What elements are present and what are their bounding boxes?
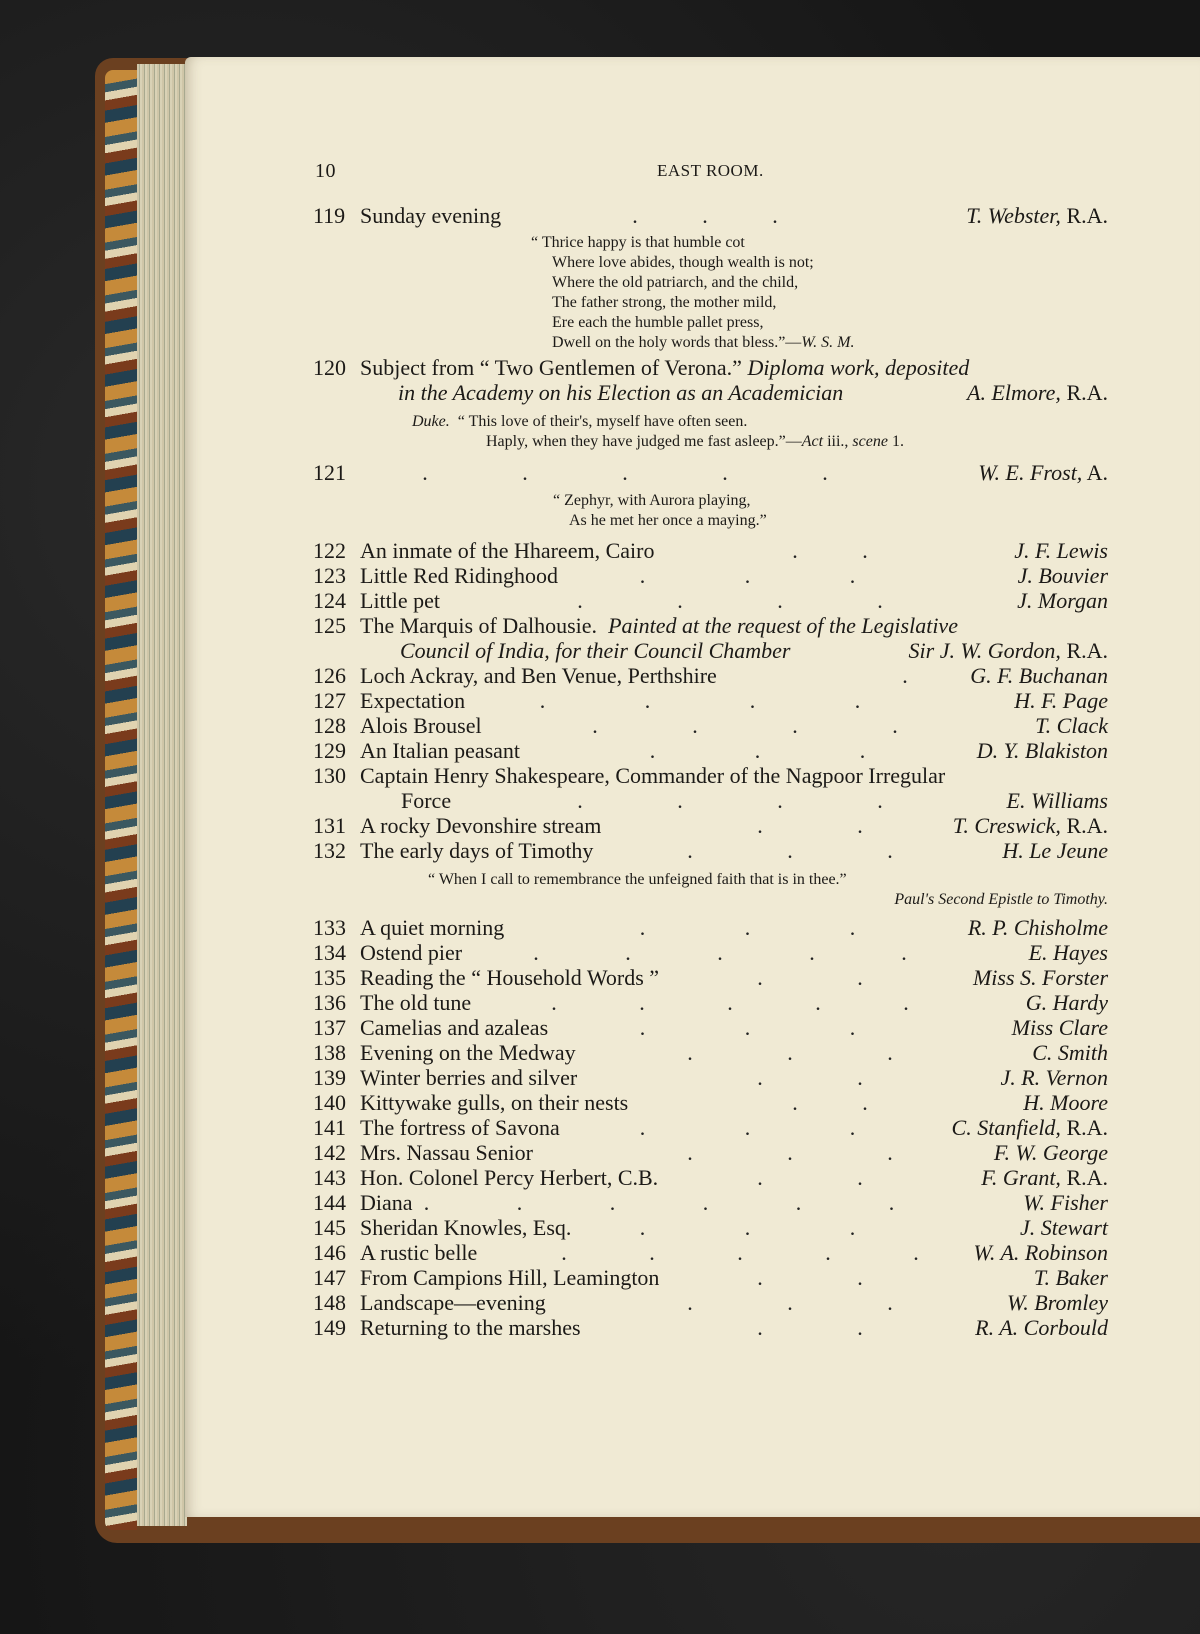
entry-127 bbox=[0, 688, 1200, 714]
entry-number: 147 bbox=[313, 1265, 346, 1290]
running-head: EAST ROOM. bbox=[657, 161, 764, 180]
entry-124 bbox=[0, 588, 1200, 614]
entry-number: 121 bbox=[313, 460, 346, 485]
page-number: 10 bbox=[315, 160, 336, 182]
entry-129 bbox=[0, 738, 1200, 764]
entry-137 bbox=[0, 1015, 1200, 1041]
entry-number: 141 bbox=[313, 1115, 346, 1140]
entry-146 bbox=[0, 1240, 1200, 1266]
leader-dots: . . . . . bbox=[551, 990, 909, 1015]
leader-dots: . . bbox=[757, 965, 863, 990]
entry-number: 131 bbox=[313, 813, 346, 838]
entry-artist: W. A. Robinson bbox=[973, 1240, 1108, 1265]
quote-line: Where love abides, though wealth is not; bbox=[552, 254, 814, 271]
entry-title: Alois Brousel bbox=[360, 713, 482, 738]
quote-line: Haply, when they have judged me fast asleep.”— bbox=[486, 433, 802, 450]
entry-title: Kittywake gulls, on their nests bbox=[360, 1090, 629, 1115]
entry-number: 124 bbox=[313, 588, 346, 613]
entry-number: 135 bbox=[313, 965, 346, 990]
leader-dots: . . . bbox=[687, 1040, 893, 1065]
entry-130-cont bbox=[0, 788, 1200, 814]
leader-dots: . . . bbox=[632, 203, 778, 228]
leader-dots: . . bbox=[757, 1165, 863, 1190]
entry-134 bbox=[0, 940, 1200, 966]
entry-artist: T. Baker bbox=[1033, 1265, 1108, 1290]
entry-144 bbox=[0, 1190, 1200, 1216]
entry-artist: C. Stanfield, R.A. bbox=[951, 1115, 1108, 1140]
entry-number: 125 bbox=[313, 613, 346, 638]
entry-139 bbox=[0, 1065, 1200, 1091]
quote-120 bbox=[412, 412, 747, 432]
entry-artist: F. W. George bbox=[993, 1140, 1108, 1165]
entry-136 bbox=[0, 990, 1200, 1016]
leader-dots: . . . . bbox=[592, 713, 898, 738]
entry-title: Little Red Ridinghood bbox=[360, 563, 558, 588]
entry-148 bbox=[0, 1290, 1200, 1316]
entry-number: 126 bbox=[313, 663, 346, 688]
entry-number: 134 bbox=[313, 940, 346, 965]
entry-title: From Campions Hill, Leamington bbox=[360, 1265, 660, 1290]
leader-dots: . . . bbox=[687, 1140, 893, 1165]
entry-artist: J. F. Lewis bbox=[1014, 538, 1108, 563]
quote-line: As he met her once a maying.” bbox=[569, 512, 767, 529]
entry-title: Hon. Colonel Percy Herbert, C.B. bbox=[360, 1165, 659, 1190]
quote-line: Ere each the humble pallet press, bbox=[552, 314, 764, 331]
entry-title: A rocky Devonshire stream bbox=[360, 813, 602, 838]
leader-dots: . . . . . bbox=[533, 940, 907, 965]
entry-123 bbox=[0, 563, 1200, 589]
entry-130 bbox=[0, 763, 1200, 789]
leader-dots: . . . . . bbox=[422, 460, 828, 485]
quote-line: “ Thrice happy is that humble cot bbox=[531, 234, 745, 251]
entry-title: The Marquis of Dalhousie. bbox=[360, 613, 598, 638]
entry-artist: F. Grant, R.A. bbox=[981, 1165, 1108, 1190]
entry-title: Ostend pier bbox=[360, 940, 463, 965]
entry-title: Sheridan Knowles, Esq. bbox=[360, 1215, 572, 1240]
entry-number: 143 bbox=[313, 1165, 346, 1190]
entry-artist: A. Elmore, R.A. bbox=[967, 380, 1108, 405]
entry-title: The fortress of Savona bbox=[360, 1115, 560, 1140]
entry-number: 128 bbox=[313, 713, 346, 738]
entry-number: 133 bbox=[313, 915, 346, 940]
quote-120-line2: Haply, when they have judged me fast asleep.”—Act iii., scene 1. bbox=[486, 433, 904, 450]
entry-140 bbox=[0, 1090, 1200, 1116]
entry-title: An Italian peasant bbox=[360, 738, 521, 763]
entry-number: 148 bbox=[313, 1290, 346, 1315]
entry-title: Landscape—evening bbox=[360, 1290, 546, 1315]
leader-dots: . . . bbox=[639, 1215, 856, 1240]
entry-number: 130 bbox=[313, 763, 346, 788]
leader-dots: . . bbox=[757, 813, 863, 838]
quote-line: Where the old patriarch, and the child, bbox=[552, 274, 799, 291]
entry-title: An inmate of the Hhareem, Cairo bbox=[360, 538, 655, 563]
entry-title: The early days of Timothy bbox=[360, 838, 594, 863]
entry-number: 140 bbox=[313, 1090, 346, 1115]
entry-number: 142 bbox=[313, 1140, 346, 1165]
entry-artist: W. Fisher bbox=[1023, 1190, 1108, 1215]
leader-dots: . . . bbox=[639, 1015, 856, 1040]
entry-145 bbox=[0, 1215, 1200, 1241]
entry-artist: W. E. Frost, A. bbox=[978, 460, 1108, 485]
quote-119-body bbox=[552, 253, 854, 353]
entry-title: Camelias and azaleas bbox=[360, 1015, 549, 1040]
entry-title: Evening on the Medway bbox=[360, 1040, 576, 1065]
leader-dots: . . . bbox=[687, 838, 893, 863]
entry-artist: J. R. Vernon bbox=[1000, 1065, 1108, 1090]
leader-dots: . . bbox=[757, 1315, 863, 1340]
entry-number: 122 bbox=[313, 538, 346, 563]
entry-title: Diana bbox=[360, 1190, 413, 1215]
leader-dots: . . . bbox=[639, 915, 856, 940]
entry-artist: G. Hardy bbox=[1025, 990, 1108, 1015]
quote-signature: W. S. M. bbox=[801, 334, 855, 351]
entry-title: Returning to the marshes bbox=[360, 1315, 581, 1340]
quote-line: “ Zephyr, with Aurora playing, bbox=[553, 492, 751, 509]
entry-title: Expectation bbox=[360, 688, 466, 713]
entry-number: 144 bbox=[313, 1190, 346, 1215]
entry-number: 138 bbox=[313, 1040, 346, 1065]
entry-artist: R. P. Chisholme bbox=[967, 915, 1108, 940]
entry-artist: J. Morgan bbox=[1017, 588, 1108, 613]
entry-note: Diploma work, deposited bbox=[747, 355, 970, 380]
quote-line: “ This love of their's, myself have often seen. bbox=[457, 413, 748, 430]
entry-artist: H. Le Jeune bbox=[1002, 838, 1108, 863]
entry-number: 132 bbox=[313, 838, 346, 863]
entry-number: 146 bbox=[313, 1240, 346, 1265]
entry-artist: T. Webster, R.A. bbox=[966, 203, 1108, 228]
entry-artist: G. F. Buchanan bbox=[970, 663, 1108, 688]
entry-122 bbox=[0, 538, 1200, 564]
leader-dots: . . . . bbox=[539, 688, 861, 713]
leader-dots: . . bbox=[757, 1065, 863, 1090]
entry-number: 127 bbox=[313, 688, 346, 713]
entry-132 bbox=[0, 838, 1200, 864]
entry-title: Reading the “ Household Words ” bbox=[360, 965, 660, 990]
entry-149 bbox=[0, 1315, 1200, 1341]
entry-artist: H. Moore bbox=[1023, 1090, 1108, 1115]
entry-artist: Sir J. W. Gordon, R.A. bbox=[908, 638, 1108, 663]
entry-number: 120 bbox=[313, 355, 346, 380]
entry-note: Council of India, for their Council Chamber bbox=[400, 638, 791, 663]
entry-artist: J. Stewart bbox=[1020, 1215, 1108, 1240]
entry-artist: Miss S. Forster bbox=[972, 965, 1108, 990]
entry-artist: D. Y. Blakiston bbox=[976, 738, 1108, 763]
leader-dots: . . . . . bbox=[561, 1240, 919, 1265]
entry-120 bbox=[0, 355, 1200, 381]
entry-125 bbox=[0, 613, 1200, 639]
quote-119 bbox=[531, 233, 745, 253]
entry-125-cont bbox=[0, 638, 1200, 664]
entry-title: Force bbox=[401, 788, 452, 813]
entry-artist: Miss Clare bbox=[1011, 1015, 1108, 1040]
entry-120-cont bbox=[0, 380, 1200, 406]
quote-line: The father strong, the mother mild, bbox=[552, 294, 777, 311]
quote-121 bbox=[553, 491, 767, 531]
entry-142 bbox=[0, 1140, 1200, 1166]
leader-dots: . . . . bbox=[577, 588, 883, 613]
entry-128 bbox=[0, 713, 1200, 739]
entry-title: Sunday evening bbox=[360, 203, 502, 228]
entry-artist: W. Bromley bbox=[1006, 1290, 1108, 1315]
quote-132-source: Paul's Second Epistle to Timothy. bbox=[894, 891, 1108, 908]
leader-dots: . . . bbox=[639, 563, 856, 588]
quote-line: Dwell on the holy words that bless.”—W. S. M. bbox=[552, 334, 855, 351]
leader-dots: . . bbox=[792, 538, 868, 563]
entry-number: 136 bbox=[313, 990, 346, 1015]
entry-147 bbox=[0, 1265, 1200, 1291]
entry-artist: R. A. Corbould bbox=[975, 1315, 1108, 1340]
entry-artist: E. Hayes bbox=[1028, 940, 1108, 965]
entry-artist: J. Bouvier bbox=[1017, 563, 1108, 588]
entry-number: 129 bbox=[313, 738, 346, 763]
entry-135 bbox=[0, 965, 1200, 991]
entry-title: Loch Ackray, and Ben Venue, Perthshire bbox=[360, 663, 717, 688]
leader-dots: . . . bbox=[639, 1115, 856, 1140]
entry-title: Winter berries and silver bbox=[360, 1065, 578, 1090]
entry-title: A quiet morning bbox=[360, 915, 505, 940]
leader-dots: . . . bbox=[687, 1290, 893, 1315]
entry-131 bbox=[0, 813, 1200, 839]
entry-title: Mrs. Nassau Senior bbox=[360, 1140, 533, 1165]
entry-number: 149 bbox=[313, 1315, 346, 1340]
entry-141 bbox=[0, 1115, 1200, 1141]
entry-artist: T. Creswick, R.A. bbox=[952, 813, 1108, 838]
entry-133 bbox=[0, 915, 1200, 941]
entry-title: A rustic belle bbox=[360, 1240, 478, 1265]
entry-143 bbox=[0, 1165, 1200, 1191]
leader-dots: . . bbox=[792, 1090, 868, 1115]
entry-title: Little pet bbox=[360, 588, 441, 613]
entry-title: The old tune bbox=[360, 990, 472, 1015]
entry-121 bbox=[0, 460, 1200, 486]
entry-number: 119 bbox=[313, 203, 346, 228]
entry-artist: E. Williams bbox=[1006, 788, 1108, 813]
entry-artist: T. Clack bbox=[1035, 713, 1108, 738]
entry-title: Captain Henry Shakespeare, Commander of the Nagpoor Irregular bbox=[360, 763, 946, 788]
leader-dots: . . . bbox=[649, 738, 866, 763]
leader-dots: . bbox=[902, 663, 908, 688]
leader-dots: . . bbox=[757, 1265, 863, 1290]
entry-title: Subject from “ Two Gentlemen of Verona.” bbox=[360, 355, 742, 380]
entry-note: in the Academy on his Election as an Academician bbox=[398, 380, 844, 405]
entry-note: Painted at the request of the Legislative bbox=[608, 613, 958, 638]
entry-138 bbox=[0, 1040, 1200, 1066]
quote-132: “ When I call to remembrance the unfeigned faith that is in thee.” bbox=[428, 871, 847, 888]
entry-artist: C. Smith bbox=[1032, 1040, 1108, 1065]
entry-artist: H. F. Page bbox=[1014, 688, 1108, 713]
entry-119 bbox=[0, 203, 1200, 229]
entry-number: 145 bbox=[313, 1215, 346, 1240]
entry-number: 137 bbox=[313, 1015, 346, 1040]
leader-dots: . . . . . . bbox=[423, 1190, 895, 1215]
entry-126 bbox=[0, 663, 1200, 689]
quote-speaker: Duke. bbox=[412, 413, 450, 430]
entry-number: 123 bbox=[313, 563, 346, 588]
leader-dots: . . . . bbox=[577, 788, 883, 813]
entry-number: 139 bbox=[313, 1065, 346, 1090]
